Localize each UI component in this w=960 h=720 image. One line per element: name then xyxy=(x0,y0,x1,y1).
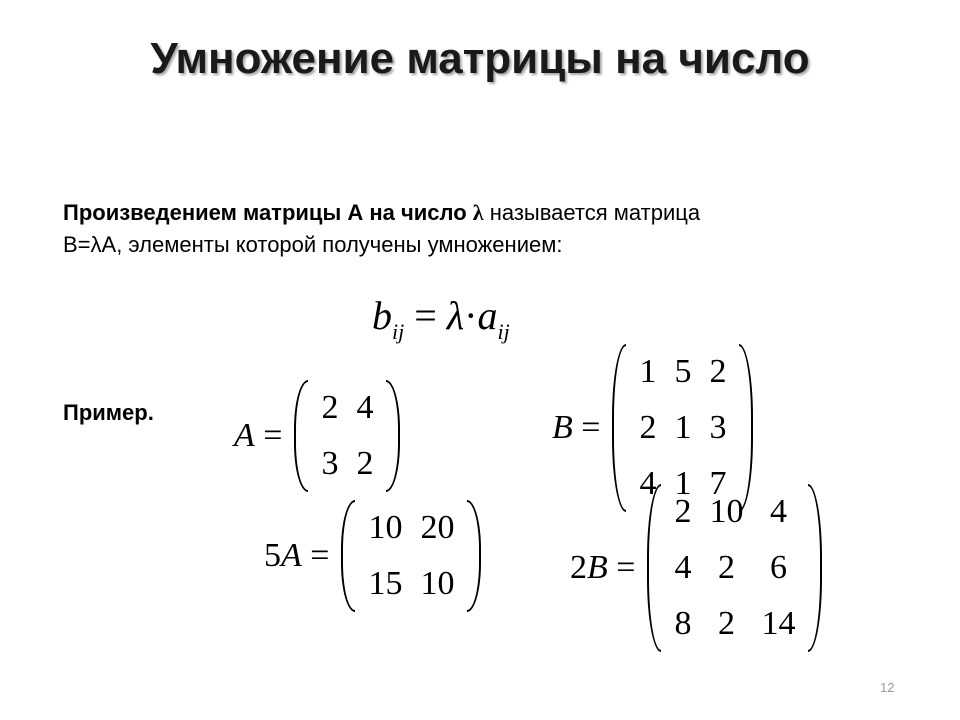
matrix-row xyxy=(359,556,463,612)
multiplication-formula xyxy=(372,292,510,345)
definition-line2: B=λA, элементы которой получены умножением: xyxy=(63,232,563,257)
matrix-table-b2 xyxy=(665,484,804,652)
matrix-cell: 2 xyxy=(356,445,374,482)
formula-a: a xyxy=(477,293,498,338)
matrix-table-a5 xyxy=(359,500,463,612)
formula-b-sub: ij xyxy=(392,319,405,344)
matrix-cell: 10 xyxy=(709,493,744,530)
matrix-5a-label: A xyxy=(281,537,302,574)
matrix-2b xyxy=(647,484,822,652)
matrix-2b-lhs xyxy=(570,549,635,587)
matrix-b-lhs xyxy=(552,409,600,447)
page-number: 12 xyxy=(880,680,895,695)
matrix-cell: 8 xyxy=(674,605,692,642)
formula-equals: = xyxy=(404,293,447,338)
matrix-cell: 1 xyxy=(674,465,692,502)
matrix-cell: 2 xyxy=(674,493,692,530)
matrix-cell: 3 xyxy=(709,409,727,446)
matrix-2b-equation xyxy=(570,484,822,652)
matrix-cell: 14 xyxy=(761,605,796,642)
formula-lambda: λ xyxy=(446,293,465,338)
matrix-cell: 20 xyxy=(420,509,455,546)
matrix-cell: 2 xyxy=(717,549,735,586)
matrix-a-lhs xyxy=(234,417,282,455)
matrix-2b-label: B xyxy=(587,549,608,586)
slide-title: Умножение матрицы на число xyxy=(150,34,810,83)
matrix-table-a xyxy=(312,380,382,492)
matrix-cell: 4 xyxy=(769,493,787,530)
matrix-5a-coef: 5 xyxy=(264,537,281,574)
definition-rest: называется матрица xyxy=(483,200,701,225)
matrix-cell: 10 xyxy=(368,509,403,546)
matrix-cell: 4 xyxy=(674,549,692,586)
matrix-a xyxy=(294,380,400,492)
formula-a-sub: ij xyxy=(497,319,510,344)
formula-dot: · xyxy=(464,293,478,338)
matrix-5a-equation xyxy=(264,500,481,612)
matrix-2b-coef: 2 xyxy=(570,549,587,586)
matrix-row xyxy=(312,380,382,436)
matrix-cell: 1 xyxy=(639,353,657,390)
matrix-b-label: B xyxy=(552,409,573,446)
matrix-cell: 4 xyxy=(639,465,657,502)
example-label: Пример. xyxy=(63,400,154,425)
matrix-row xyxy=(630,344,735,400)
matrix-row xyxy=(665,596,804,652)
matrix-cell: 10 xyxy=(420,565,455,602)
matrix-cell: 6 xyxy=(769,549,787,586)
matrix-row xyxy=(665,484,804,540)
matrix-b-equals: = xyxy=(572,409,601,446)
matrix-a-equals: = xyxy=(254,417,283,454)
formula-b: b xyxy=(372,293,392,338)
matrix-cell: 2 xyxy=(639,409,657,446)
definition-bold: Произведением матрицы А на число xyxy=(63,200,467,225)
matrix-cell: 2 xyxy=(717,605,735,642)
matrix-a-equation xyxy=(234,380,400,492)
matrix-row xyxy=(359,500,463,556)
matrix-row xyxy=(665,540,804,596)
matrix-cell: 5 xyxy=(674,353,692,390)
definition-lambda: λ xyxy=(472,200,484,225)
matrix-cell: 2 xyxy=(321,389,339,426)
matrix-5a-lhs xyxy=(264,537,329,575)
matrix-cell: 3 xyxy=(321,445,339,482)
matrix-cell: 1 xyxy=(674,409,692,446)
matrix-5a-equals: = xyxy=(301,537,330,574)
matrix-cell: 2 xyxy=(709,353,727,390)
definition-text xyxy=(63,197,903,261)
matrix-cell: 4 xyxy=(356,389,374,426)
matrix-row xyxy=(630,400,735,456)
matrix-5a xyxy=(341,500,481,612)
matrix-row xyxy=(312,436,382,492)
matrix-cell: 15 xyxy=(368,565,403,602)
matrix-2b-equals: = xyxy=(607,549,636,586)
matrix-a-label: A xyxy=(234,417,255,454)
matrix-cell: 7 xyxy=(709,465,727,502)
